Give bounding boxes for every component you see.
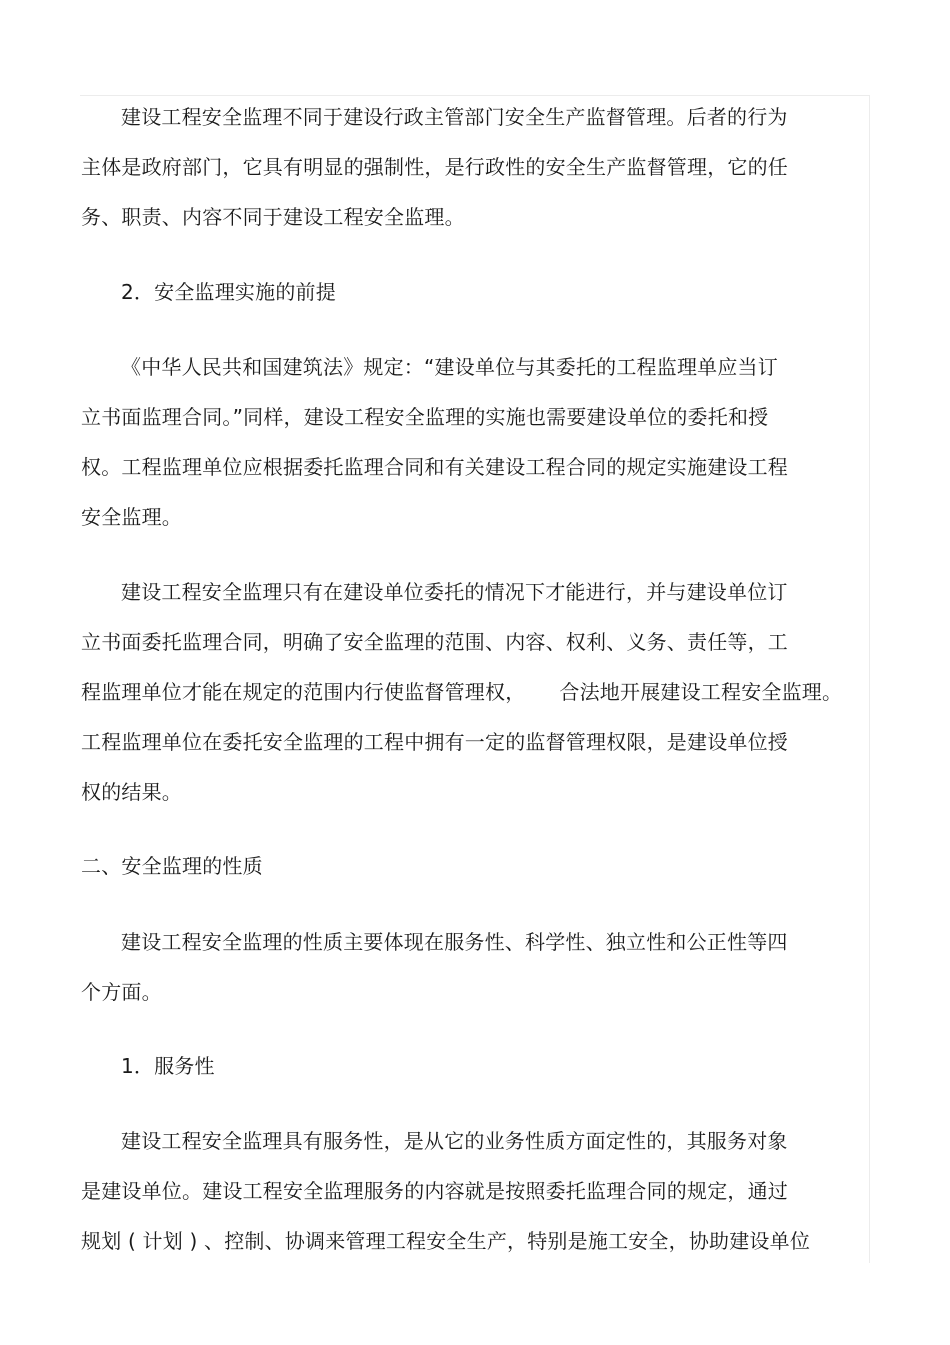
- paragraph-line: 立书面监理合同。”同样，建设工程安全监理的实施也需要建设单位的委托和授: [81, 405, 769, 429]
- paragraph-line: 主体是政府部门，它具有明显的强制性，是行政性的安全生产监督管理，它的任: [81, 155, 788, 179]
- page-border-right: [869, 95, 870, 1263]
- paragraph-line: 安全监理。: [81, 505, 182, 529]
- paragraph-line: 是建设单位。建设工程安全监理服务的内容就是按照委托监理合同的规定，通过: [81, 1179, 788, 1203]
- page-border-top: [80, 95, 870, 96]
- paragraph-line: 个方面。: [81, 980, 162, 1004]
- line-segment: 程监理单位才能在规定的范围内行使监督管理权，: [81, 680, 526, 704]
- paragraph-line: 权的结果。: [81, 780, 182, 804]
- line-segment: 合法地开展建设工程安全监理。: [559, 680, 843, 704]
- paragraph-line: 权。工程监理单位应根据委托监理合同和有关建设工程合同的规定实施建设工程: [81, 455, 788, 479]
- paragraph-line: [81, 679, 842, 705]
- paragraph-line: 立书面委托监理合同，明确了安全监理的范围、内容、权利、义务、责任等，工: [81, 630, 788, 654]
- paragraph-line: 规划 ( 计划 ) 、控制、协调来管理工程安全生产，特别是施工安全，协助建设单位: [81, 1229, 811, 1253]
- section-heading: 二、安全监理的性质: [81, 854, 263, 878]
- paragraph-line: 建设工程安全监理不同于建设行政主管部门安全生产监督管理。后者的行为: [121, 105, 788, 129]
- section-heading: 1．服务性: [121, 1054, 215, 1078]
- paragraph-line: 《中华人民共和国建筑法》规定：“建设单位与其委托的工程监理单应当订: [121, 355, 778, 379]
- paragraph-line: 建设工程安全监理的性质主要体现在服务性、科学性、独立性和公正性等四: [121, 930, 788, 954]
- section-heading: 2．安全监理实施的前提: [121, 280, 336, 304]
- paragraph-line: 工程监理单位在委托安全监理的工程中拥有一定的监督管理权限，是建设单位授: [81, 730, 788, 754]
- paragraph-line: 务、职责、内容不同于建设工程安全监理。: [81, 205, 465, 229]
- paragraph-line: 建设工程安全监理具有服务性，是从它的业务性质方面定性的，其服务对象: [121, 1129, 788, 1153]
- paragraph-line: 建设工程安全监理只有在建设单位委托的情况下才能进行，并与建设单位订: [121, 580, 788, 604]
